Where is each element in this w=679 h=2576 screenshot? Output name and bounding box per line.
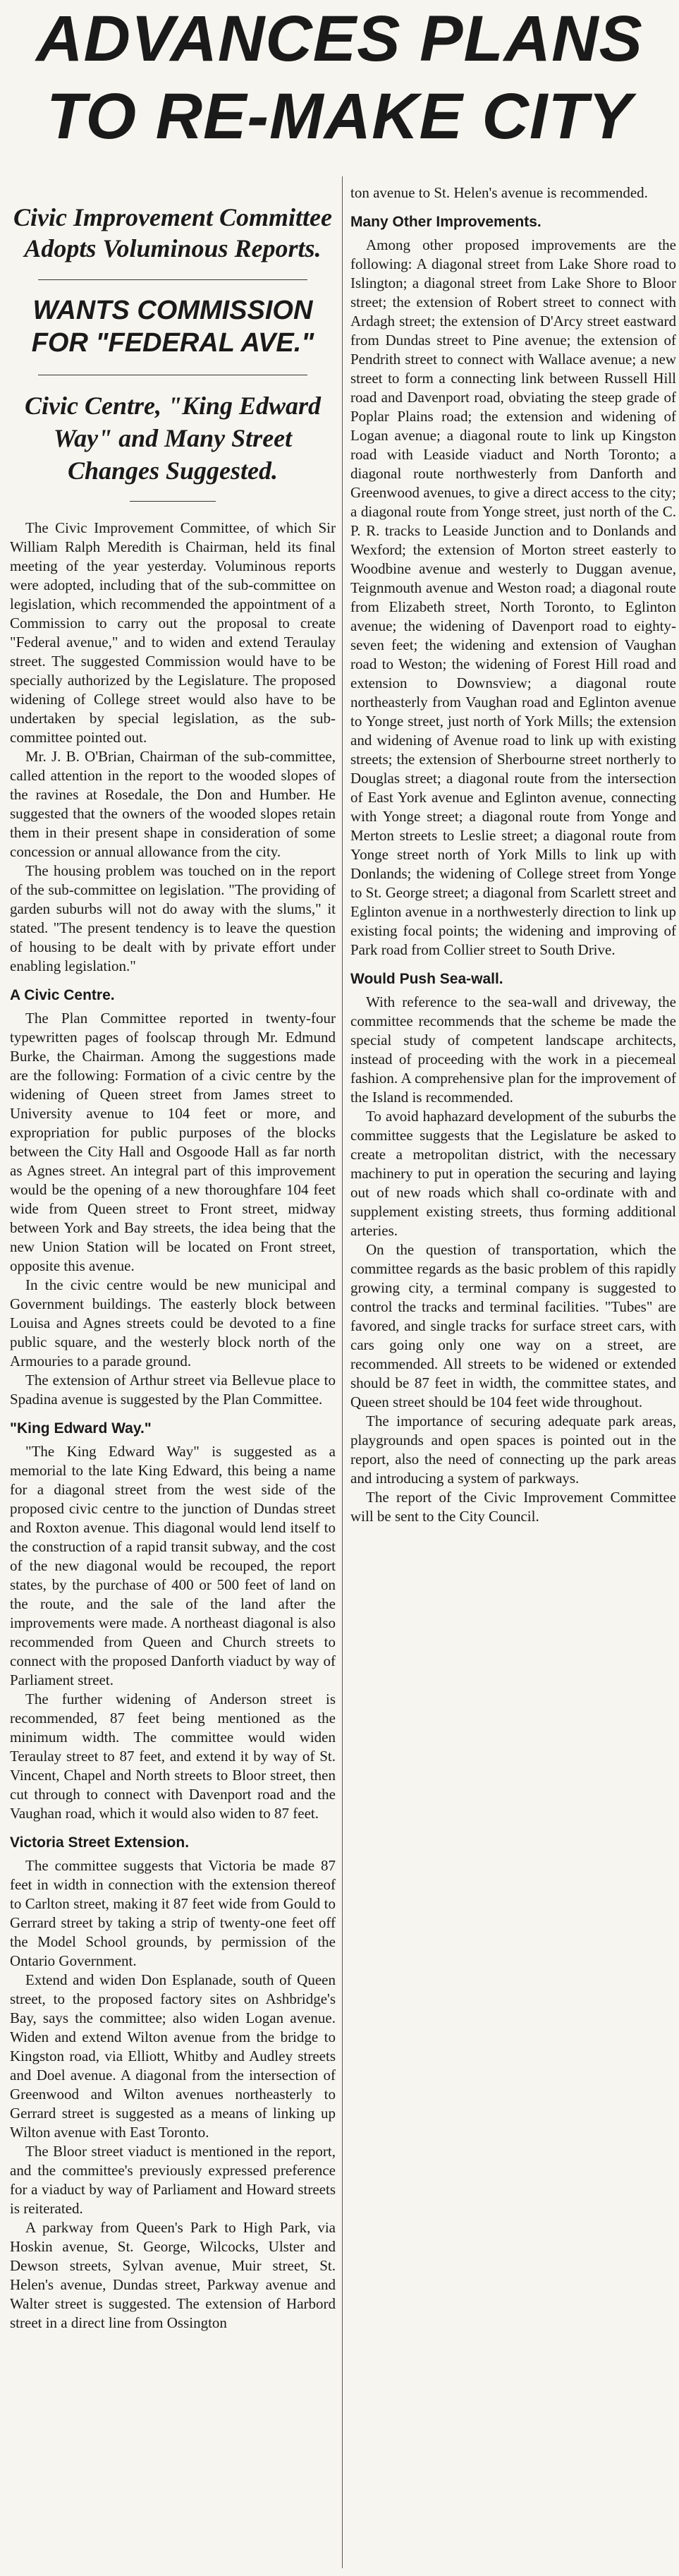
paragraph: The importance of securing adequate park areas, playgrounds and open spaces is pointed out in the report, also the need of connecting up the park areas and introducing a system of parkways. bbox=[350, 1413, 676, 1487]
paragraph: The further widening of Anderson street is recommended, 87 feet being mentioned as the minimum width. The committee would widen Teraulay street to 87 feet, and extend it by way of St. Vincent, Chapel and North streets to Bloor street, then cut through to connect with Davenport road and the Vaughan road, which it would also widen to 87 feet. bbox=[10, 1691, 336, 1822]
paragraph: The housing problem was touched on in the report of the sub-committee on legislation. "The providing of garden suburbs will not do away with the slums," it stated. "The present tendency is to leave the question of housing to be dealt with by private effort under enabling legislation." bbox=[10, 862, 336, 974]
paragraph: Among other proposed improvements are the following: A diagonal street from Lake Shore road to Islington; a diagonal street from Lake Shore to Bloor street; the extension of Robert street to connect with Ardagh street; the extension of D'Arcy street eastward from Dundas street to Pine avenue; the extension of Pendrith street to connect with Wallace avenue; a new street to form a connecting link between Russell Hill road and Davenport road, obviating the steep grade of Poplar Plains road; the extension and widening of Logan avenue; a diagonal route to link up Kingston road with Leaside viaduct and North Toronto; a diagonal route northwesterly from Danforth and Greenwood avenues, to give a direct access to the city; a diagonal route from Yonge street, just north of the C. P. R. tracks to Leaside Junction and to Donlands and Wexford; the extension of Morton street easterly to Woodbine avenue and westerly to Duggan avenue, Teignmouth avenue and Weston road; a diagonal route from Elizabeth street, North Toronto, to Eglinton avenue; the widening of Davenport road to eighty-seven feet; the widening and extension of Vaughan road to Weston; the widening of Forest Hill road and extension to Downsview; a diagonal route northeasterly from Vaughan road and Eglinton avenue to Yonge street, just north of York Mills; the extension and widening of Avenue road to link up with existing streets; the extension of Sherbourne street northerly to Douglas street; a diagonal route from the intersection of East York avenue and Eglinton avenue, connecting with Yonge street; a diagonal route from Yonge and Merton streets to Leslie street; a diagonal route from Yonge street north of York Mills to link up with Donlands; the widening of College street from Yonge to St. George street; a diagonal from Scarlett street and Eglinton avenue in a northwesterly direction to link up existing focal points; the widening and improving of Park road from Collier street to South Drive. bbox=[350, 236, 676, 958]
column-divider bbox=[342, 176, 343, 2568]
paragraph: With reference to the sea-wall and driveway, the committee recommends that the scheme be made the special study of competent landscape architects, instead of proceeding with the work in a piecemeal fashion. A comprehensive plan for the improvement of the Island is recommended. bbox=[350, 993, 676, 1106]
right-column bbox=[350, 183, 676, 2568]
subheading-victoria-street: Victoria Street Extension. bbox=[10, 1834, 190, 1851]
paragraph: The Civic Improvement Committee, of which Sir William Ralph Meredith is Chairman, held its final meeting of the year yesterday. Voluminous reports were adopted, including that of the sub-committee on legislation, which recommended the appointment of a Commission to carry out the proposal to create "Federal avenue," and to widen and extend Teraulay street. The suggested Commission would have to be specially authorized by the Legislature. The proposed widening of College street would also have to be undertaken by special legislation, as the sub-committee pointed out. bbox=[10, 519, 336, 746]
headline-line-1: ADVANCES PLANS bbox=[36, 3, 643, 75]
deck-rule bbox=[38, 279, 307, 280]
subheading-many-other-improvements: Many Other Improvements. bbox=[350, 214, 542, 230]
paragraph: In the civic centre would be new municipal and Government buildings. The easterly block between Louisa and Agnes streets could be devoted to a fine public square, and the westerly block north of the Armouries to a parade ground. bbox=[10, 1276, 336, 1369]
paragraph: The Bloor street viaduct is mentioned in the report, and the committee's previously expressed preference for a viaduct by way of Parliament and Howard streets is reiterated. bbox=[10, 2143, 336, 2217]
paragraph-continued: ton avenue to St. Helen's avenue is recommended. bbox=[350, 184, 648, 201]
headline-line-2: TO RE-MAKE CITY bbox=[46, 80, 633, 152]
paragraph: The report of the Civic Improvement Committee will be sent to the City Council. bbox=[350, 1489, 676, 1525]
deck-wants-commission: WANTS COMMISSION FOR "FEDERAL AVE." bbox=[31, 296, 314, 358]
deck-civic-improvement: Civic Improvement Committee Adopts Voluminous Reports. bbox=[13, 203, 332, 262]
subheading-civic-centre: A Civic Centre. bbox=[10, 987, 115, 1003]
paragraph: To avoid haphazard development of the suburbs the committee suggests that the Legislature be asked to create a metropolitan district, with the necessary machinery to put in operation the securing and laying out of new roads which shall co-ordinate with and supplement existing streets, thus forming additional arteries. bbox=[350, 1108, 676, 1239]
paragraph: The extension of Arthur street via Bellevue place to Spadina avenue is suggested by the Plan Committee. bbox=[10, 1372, 336, 1408]
paragraph: Mr. J. B. O'Brian, Chairman of the sub-committee, called attention in the report to the wooded slopes of the ravines at Rosedale, the Don and Humber. He suggested that the owners of the wooded slopes retain them in their present shape in consideration of some concession or annual allowance from the city. bbox=[10, 748, 336, 860]
paragraph: A parkway from Queen's Park to High Park, via Hoskin avenue, St. George, Wilcocks, Ulster and Dewson streets, Sylvan avenue, Muir street, St. Helen's avenue, Dundas street, Parkway avenue and Walter street is suggested. The extension of Harbord street in a direct line from Ossington bbox=[10, 2219, 336, 2331]
headline-block bbox=[0, 0, 679, 176]
subheading-sea-wall: Would Push Sea-wall. bbox=[350, 971, 503, 987]
deck-civic-centre: Civic Centre, "King Edward Way" and Many Street Changes Suggested. bbox=[24, 392, 322, 485]
paragraph: On the question of transportation, which the committee regards as the basic problem of this rapidly growing city, a terminal company is suggested to control the tracks and terminal facilities. "Tubes" are favored, and single tracks for surface street cars, with cars going only one way on a street, are recommended. All streets to be widened or extended should be 87 feet in width, the committee states, and Queen street should be 104 feet wide throughout. bbox=[350, 1241, 676, 1410]
left-column bbox=[10, 183, 336, 2568]
paragraph: The committee suggests that Victoria be made 87 feet in width in connection with the extension thereof to Carlton street, making it 87 feet wide from Gould to Gerrard street by taking a strip of twenty-one feet off the Model School grounds, by permission of the Ontario Government. bbox=[10, 1857, 336, 1969]
paragraph: "The King Edward Way" is suggested as a memorial to the late King Edward, this being a name for a diagonal street from the west side of the proposed civic centre to the junction of Dundas street and Roxton avenue. This diagonal would lend itself to the construction of a rapid transit subway, and the cost of the new diagonal would be recouped, the report states, by the purchase of 400 or 500 feet of land on the route, and the sale of the land after the improvements were made. A northeast diagonal is also recommended from Queen and Church streets to connect with the proposed Danforth viaduct by way of Parliament street. bbox=[10, 1443, 336, 1688]
paragraph: Extend and widen Don Esplanade, south of Queen street, to the proposed factory sites on Ashbridge's Bay, says the committee; also widen Logan avenue. Widen and extend Wilton avenue from the bridge to Kingston road, via Elliott, Whitby and Audley streets and Doel avenue. A diagonal from the intersection of Greenwood and Wilton avenues northeasterly to Gerrard street is suggested as a means of linking up Wilton avenue with East Toronto. bbox=[10, 1971, 336, 2141]
subheading-king-edward-way: "King Edward Way." bbox=[10, 1420, 152, 1437]
paragraph: The Plan Committee reported in twenty-four typewritten pages of foolscap through Mr. Edmund Burke, the Chairman. Among the suggestions made are the following: Formation of a civic centre by the widening of Queen street from James street to University avenue to 104 feet or more, and expropriation for public purposes of the blocks between the City Hall and Osgoode Hall as far north as Agnes street. An integral part of this improvement would be the opening of a new thoroughfare 104 feet wide from Queen street to Front street, midway between York and Bay streets, the idea being that the new Union Station will be located on Front street, opposite this avenue. bbox=[10, 1010, 336, 1274]
